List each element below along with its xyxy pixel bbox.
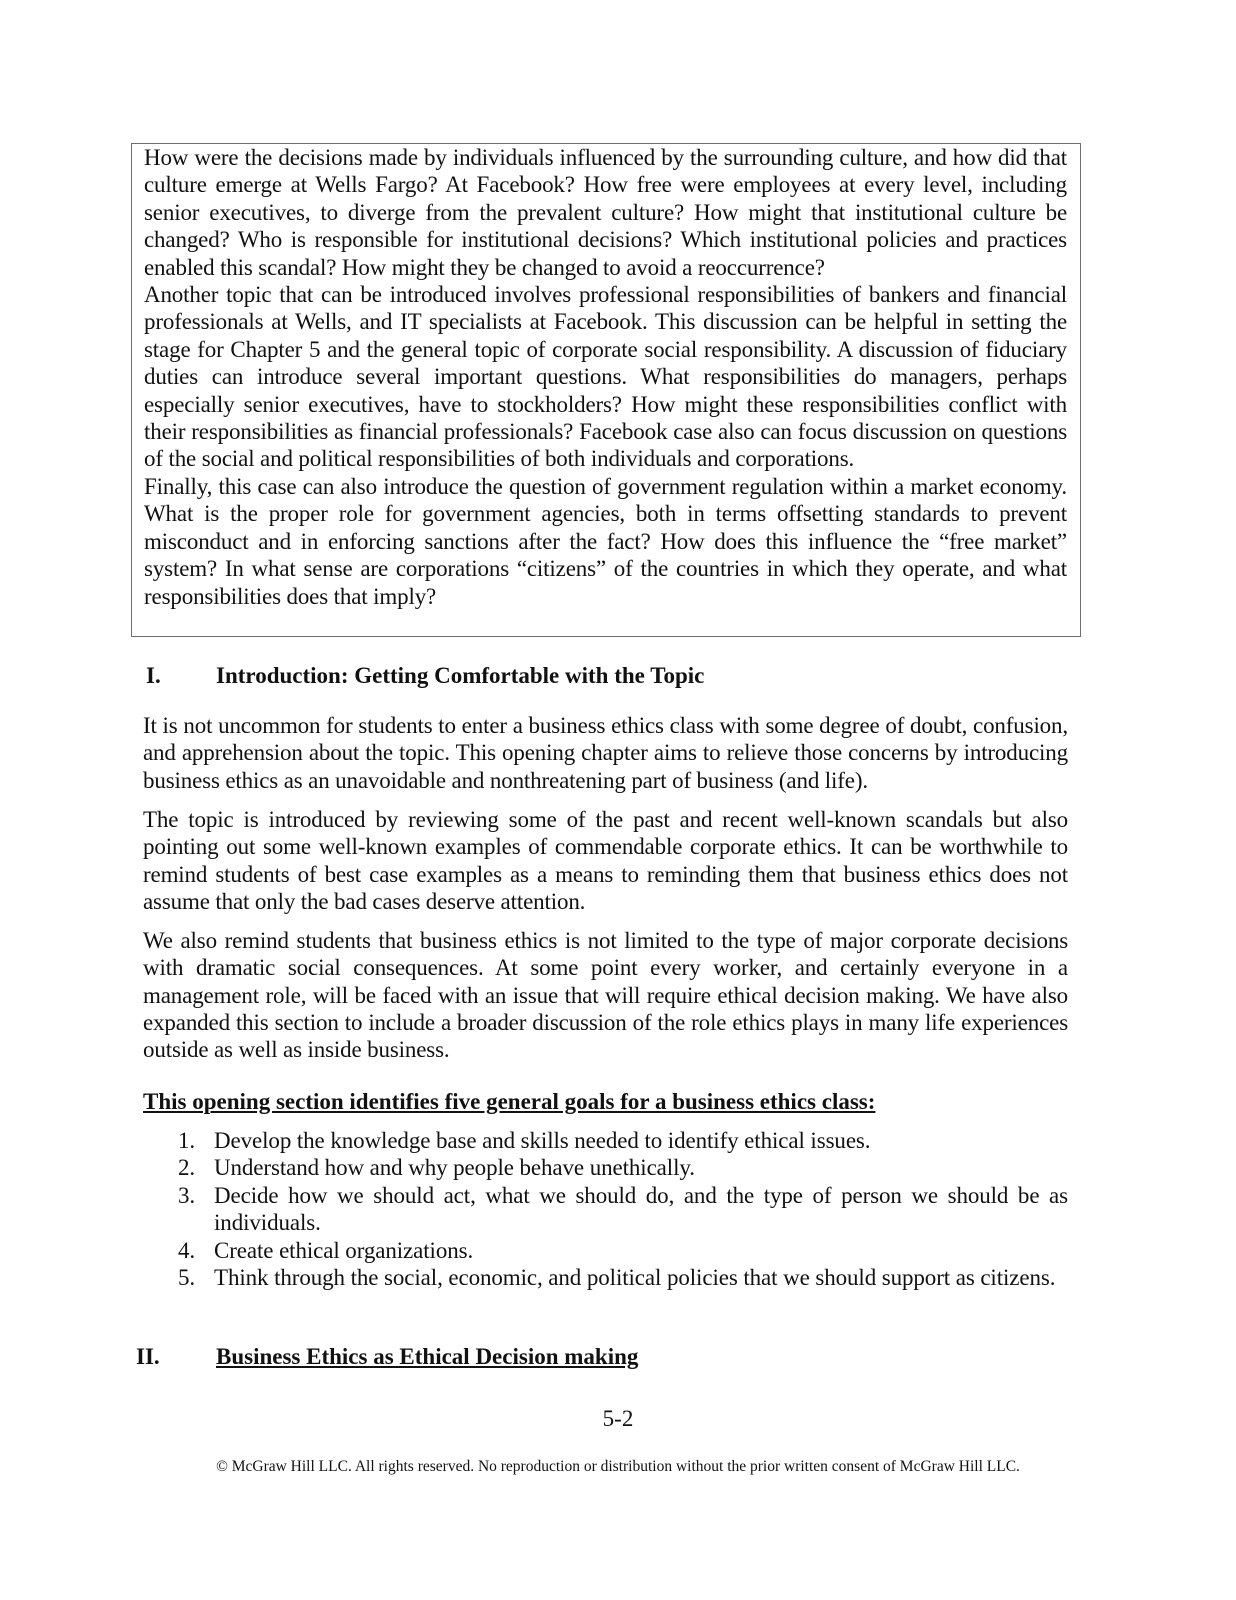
goals-heading: This opening section identifies five general goals for a business ethics class: [143, 1089, 876, 1114]
list-item-text: Think through the social, economic, and political policies that we should support as citizens. [214, 1265, 1056, 1291]
copyright-footer: © McGraw Hill LLC. All rights reserved. No reproduction or distribution without the prior written consent of McGraw Hill LLC. [216, 1458, 1020, 1475]
list-item-text: Understand how and why people behave unethically. [214, 1155, 695, 1181]
case-discussion-box [131, 143, 1081, 637]
section-number: II. [136, 1344, 160, 1369]
list-item [143, 1182, 1068, 1237]
list-marker: 4. [178, 1237, 196, 1263]
box-paragraph-government-regulation: Finally, this case can also introduce the question of government regulation within a market economy. What is the proper role for government agencies, both in terms offsetting standards to prevent misconduct and in enforcing sanctions after the fact? How does this influence the “free market” system? In what sense are corporations “citizens” of the countries in which they operate, and what responsibilities does that imply? [144, 473, 1067, 609]
list-marker: 5. [178, 1265, 196, 1291]
intro-paragraph-1: It is not uncommon for students to enter a business ethics class with some degree of doubt, confusion, and apprehension about the topic. This opening chapter aims to relieve those concerns by introducing business ethics as an unavoidable and nonthreatening part of business (and life). [143, 713, 1068, 793]
goals-list [143, 1127, 1068, 1291]
intro-paragraph-3: We also remind students that business ethics is not limited to the type of major corporate decisions with dramatic social consequences. At some point every worker, and certainly everyone in a management role, will be faced with an issue that will require ethical decision making. We have also expanded this section to include a broader discussion of the role ethics plays in many life experiences outside as well as inside business. [143, 928, 1068, 1063]
list-marker: 1. [178, 1128, 196, 1153]
page-number: 5-2 [602, 1406, 634, 1431]
list-item [143, 1154, 1068, 1181]
section-title: Business Ethics as Ethical Decision making [216, 1344, 639, 1369]
box-paragraph-culture: How were the decisions made by individuals influenced by the surrounding culture, and how did that culture emerge at Wells Fargo? At Facebook? How free were employees at every level, including senior executives, to diverge from the prevalent culture? How might that institutional culture be changed? Who is responsible for institutional decisions? Which institutional policies and practices enabled this scandal? How might they be changed to avoid a reoccurrence? [144, 145, 1067, 280]
list-item-text: Decide how we should act, what we should do, and the type of person we should be as individuals. [214, 1182, 1068, 1236]
list-item-text: Develop the knowledge base and skills needed to identify ethical issues. [214, 1128, 871, 1153]
box-paragraph-professional-responsibilities: Another topic that can be introduced involves professional responsibilities of bankers and financial professionals at Wells, and IT specialists at Facebook. This discussion can be helpful in setting the stage for Chapter 5 and the general topic of corporate social responsibility. A discussion of fiduciary duties can introduce several important questions. What responsibilities do managers, perhaps especially senior executives, have to stockholders? How might these responsibilities conflict with their responsibilities as financial professionals? Facebook case also can focus discussion on questions of the social and political responsibilities of both individuals and corporations. [144, 282, 1067, 472]
section-title: Introduction: Getting Comfortable with the Topic [216, 663, 705, 688]
list-item-text: Create ethical organizations. [214, 1237, 474, 1263]
list-marker: 3. [178, 1182, 196, 1208]
list-item [143, 1127, 1068, 1154]
intro-paragraph-2: The topic is introduced by reviewing some of the past and recent well-known scandals but also pointing out some well-known examples of commendable corporate ethics. It can be worthwhile to remind students of best case examples as a means to reminding them that business ethics does not assume that only the bad cases deserve attention. [143, 807, 1068, 914]
list-item [143, 1237, 1068, 1264]
section-number: I. [146, 663, 161, 688]
list-marker: 2. [178, 1155, 196, 1181]
list-item [143, 1264, 1068, 1291]
